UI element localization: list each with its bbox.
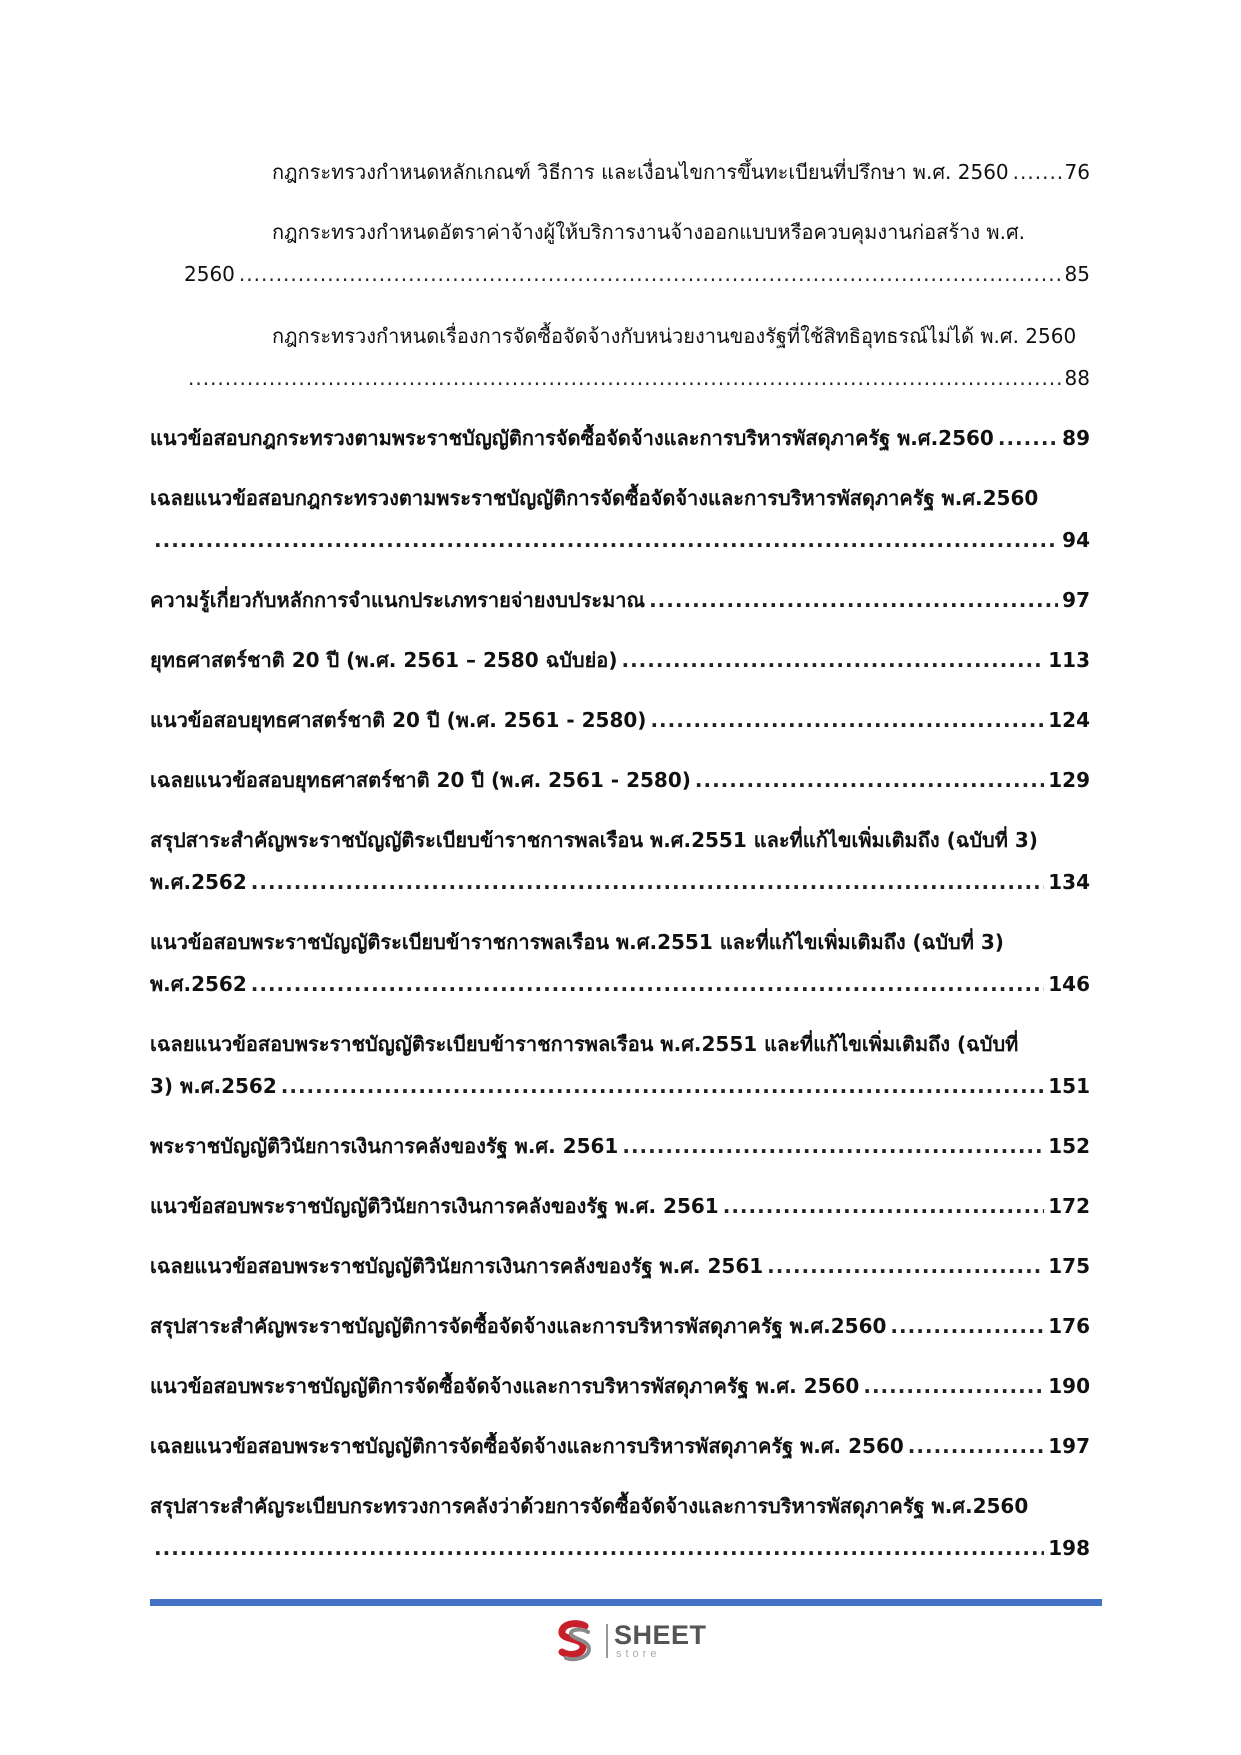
toc-title-line1: แนวข้อสอบพระราชบัญญัติระเบียบข้าราชการพลเรือน พ.ศ.2551 และที่แก้ไขเพิ่มเติมถึง (ฉบับที่ 3) xyxy=(150,930,1004,954)
toc-title-line2: 3) พ.ศ.2562 xyxy=(150,1074,277,1098)
toc-page-number: 113 xyxy=(1048,648,1090,672)
toc-page-number: 152 xyxy=(1048,1134,1090,1158)
toc-title-line1: เฉลยแนวข้อสอบกฎกระทรวงตามพระราชบัญญัติการจัดซื้อจัดจ้างและการบริหารพัสดุภาครัฐ พ.ศ.2560 xyxy=(150,486,1039,510)
toc-page-number: 89 xyxy=(1062,426,1090,450)
dot-leader xyxy=(650,706,1044,734)
toc-line xyxy=(150,646,1090,674)
toc-page-number: 97 xyxy=(1062,588,1090,612)
dot-leader xyxy=(281,1072,1044,1100)
toc-page-number: 172 xyxy=(1048,1194,1090,1218)
toc-page-number: 134 xyxy=(1048,870,1090,894)
dot-leader xyxy=(621,646,1044,674)
toc-page-number: 94 xyxy=(1062,528,1090,552)
toc-line xyxy=(150,526,1090,554)
toc-page-number: 190 xyxy=(1048,1374,1090,1398)
toc-title-line2: พ.ศ.2562 xyxy=(150,972,247,996)
dot-leader xyxy=(723,1192,1045,1220)
toc-page-number: 129 xyxy=(1048,768,1090,792)
logo-wordmark: SHEET xyxy=(614,1620,707,1650)
toc-title: เฉลยแนวข้อสอบพระราชบัญญัติวินัยการเงินการคลังของรัฐ พ.ศ. 2561 xyxy=(150,1254,764,1278)
toc-line xyxy=(150,766,1090,794)
toc-line xyxy=(150,868,1090,896)
dot-leader xyxy=(622,1132,1044,1160)
logo-separator xyxy=(606,1624,608,1658)
toc-line xyxy=(272,158,1090,186)
toc-title-line1: สรุปสาระสำคัญพระราชบัญญัติระเบียบข้าราชการพลเรือน พ.ศ.2551 และที่แก้ไขเพิ่มเติมถึง (ฉบับที่ 3) xyxy=(150,828,1038,852)
sheet-s-logo-icon xyxy=(552,1618,598,1664)
dot-leader xyxy=(649,586,1058,614)
toc-line xyxy=(184,364,1090,392)
toc-page-number: 88 xyxy=(1064,366,1090,390)
toc-page-number: 124 xyxy=(1048,708,1090,732)
footer-rule xyxy=(150,1599,1102,1606)
toc-title: แนวข้อสอบพระราชบัญญัติการจัดซื้อจัดจ้างและการบริหารพัสดุภาครัฐ พ.ศ. 2560 xyxy=(150,1374,860,1398)
toc-title-line1: สรุปสาระสำคัญระเบียบกระทรวงการคลังว่าด้วยการจัดซื้อจัดจ้างและการบริหารพัสดุภาครัฐ พ.ศ.2560 xyxy=(150,1494,1029,1518)
toc-line xyxy=(150,970,1090,998)
toc-title: แนวข้อสอบกฎกระทรวงตามพระราชบัญญัติการจัดซื้อจัดจ้างและการบริหารพัสดุภาครัฐ พ.ศ.2560 xyxy=(150,426,994,450)
dot-leader xyxy=(239,260,1061,288)
toc-title: เฉลยแนวข้อสอบยุทธศาสตร์ชาติ 20 ปี (พ.ศ. 2561 - 2580) xyxy=(150,768,691,792)
toc-title: ความรู้เกี่ยวกับหลักการจำแนกประเภทรายจ่ายงบประมาณ xyxy=(150,588,646,612)
toc-line xyxy=(150,1372,1090,1400)
toc-page-number: 85 xyxy=(1064,262,1090,286)
toc-page-number: 197 xyxy=(1048,1434,1090,1458)
toc-line xyxy=(150,1312,1090,1340)
dot-leader xyxy=(251,970,1045,998)
dot-leader xyxy=(767,1252,1044,1280)
toc-title-line1: เฉลยแนวข้อสอบพระราชบัญญัติระเบียบข้าราชการพลเรือน พ.ศ.2551 และที่แก้ไขเพิ่มเติมถึง (ฉบับที่ xyxy=(150,1032,1019,1056)
toc-line xyxy=(150,1252,1090,1280)
toc-line xyxy=(184,260,1090,288)
toc-page-number: 176 xyxy=(1048,1314,1090,1338)
toc-line xyxy=(150,424,1090,452)
toc-title: เฉลยแนวข้อสอบพระราชบัญญัติการจัดซื้อจัดจ้างและการบริหารพัสดุภาครัฐ พ.ศ. 2560 xyxy=(150,1434,904,1458)
toc-title: สรุปสาระสำคัญพระราชบัญญัติการจัดซื้อจัดจ้างและการบริหารพัสดุภาครัฐ พ.ศ.2560 xyxy=(150,1314,887,1338)
toc-title-line2: 2560 xyxy=(184,262,235,286)
toc-page-number: 175 xyxy=(1048,1254,1090,1278)
toc-page-number: 76 xyxy=(1064,160,1090,184)
dot-leader xyxy=(908,1432,1044,1460)
dot-leader xyxy=(695,766,1044,794)
toc-title: ยุทธศาสตร์ชาติ 20 ปี (พ.ศ. 2561 – 2580 ฉบับย่อ) xyxy=(150,648,618,672)
dot-leader xyxy=(251,868,1045,896)
toc-line xyxy=(150,1534,1090,1562)
dot-leader xyxy=(998,424,1058,452)
toc-page-number: 198 xyxy=(1048,1536,1090,1560)
dot-leader xyxy=(890,1312,1044,1340)
toc-title: แนวข้อสอบพระราชบัญญัติวินัยการเงินการคลังของรัฐ พ.ศ. 2561 xyxy=(150,1194,719,1218)
toc-line xyxy=(150,1192,1090,1220)
toc-title: พระราชบัญญัติวินัยการเงินการคลังของรัฐ พ.ศ. 2561 xyxy=(150,1134,619,1158)
dot-leader xyxy=(1013,158,1061,186)
toc-title-line1: กฎกระทรวงกำหนดอัตราค่าจ้างผู้ให้บริการงานจ้างออกแบบหรือควบคุมงานก่อสร้าง พ.ศ. xyxy=(272,220,1026,244)
toc-title-line1: กฎกระทรวงกำหนดเรื่องการจัดซื้อจัดจ้างกับหน่วยงานของรัฐที่ใช้สิทธิอุทธรณ์ไม่ได้ พ.ศ. 2560 xyxy=(272,324,1077,348)
dot-leader xyxy=(188,364,1061,392)
toc-line xyxy=(150,1432,1090,1460)
toc-title: แนวข้อสอบยุทธศาสตร์ชาติ 20 ปี (พ.ศ. 2561 - 2580) xyxy=(150,708,647,732)
sheet-store-logo xyxy=(552,1618,712,1664)
dot-leader xyxy=(154,526,1058,554)
toc-line xyxy=(150,1072,1090,1100)
toc-line xyxy=(150,586,1090,614)
toc-page-number: 151 xyxy=(1048,1074,1090,1098)
toc-line xyxy=(150,1132,1090,1160)
toc-title: กฎกระทรวงกำหนดหลักเกณฑ์ วิธีการ และเงื่อนไขการขึ้นทะเบียนที่ปรึกษา พ.ศ. 2560 xyxy=(272,160,1009,184)
toc-line xyxy=(150,706,1090,734)
toc-page-number: 146 xyxy=(1048,972,1090,996)
toc-title-line2: พ.ศ.2562 xyxy=(150,870,247,894)
logo-subtext: store xyxy=(616,1648,661,1660)
dot-leader xyxy=(863,1372,1044,1400)
dot-leader xyxy=(154,1534,1044,1562)
